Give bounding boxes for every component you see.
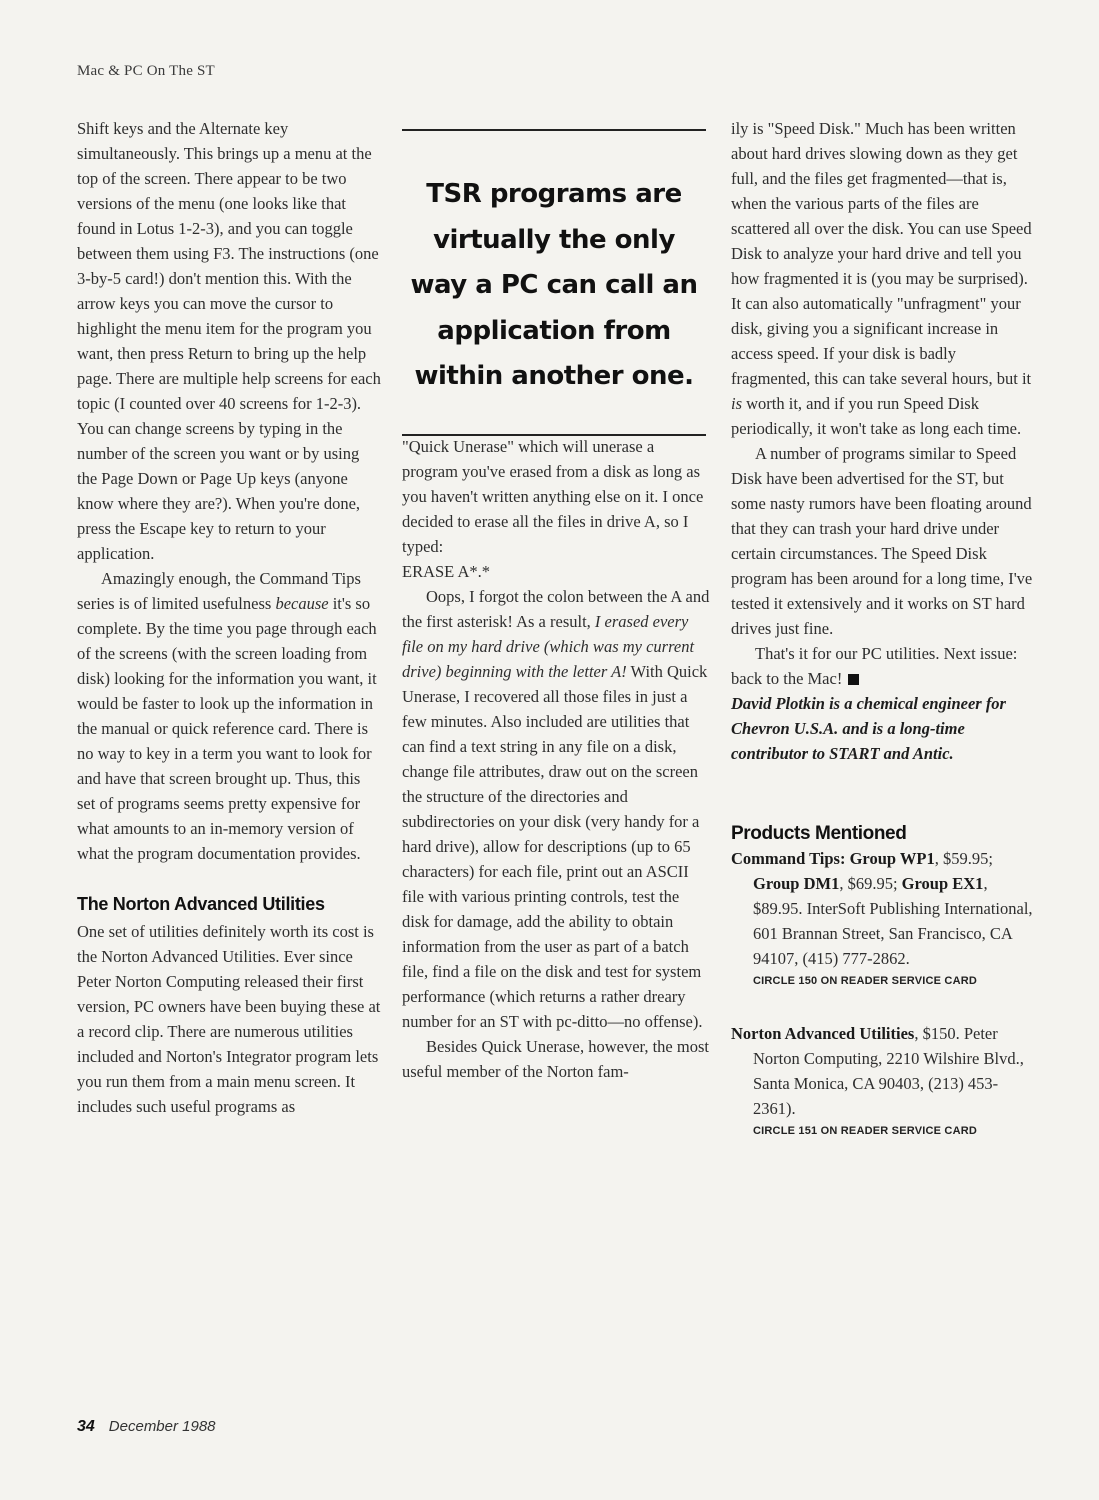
- page-number: 34: [77, 1418, 95, 1435]
- command-example: ERASE A*.*: [402, 562, 491, 581]
- product-listing: Command Tips: Group WP1, $59.95; Group DM1, $69.95; Group EX1, $89.95. InterSoft Publishing International, 601 Brannan Street, San Francisco, CA 94107, (415) 777-2862.: [731, 849, 1033, 968]
- author-bio: David Plotkin is a chemical engineer for Chevron U.S.A. and is a long-time contributor to START and Antic.: [731, 694, 1006, 763]
- body-paragraph: Besides Quick Unerase, however, the most useful member of the Norton fam-: [402, 1037, 709, 1081]
- column-3: [731, 116, 1037, 1141]
- pull-quote-bottom-rule: [402, 434, 706, 436]
- body-paragraph: "Quick Unerase" which will unerase a program you've erased from a disk as long as you haven't written anything else on it. I once decided to erase all the files in drive A, so I typed:: [402, 437, 704, 556]
- column-1: [77, 116, 381, 1119]
- issue-date: December 1988: [108, 1418, 216, 1435]
- reader-service-note: CIRCLE 150 ON READER SERVICE CARD: [753, 975, 977, 987]
- running-head: Mac & PC On The ST: [77, 63, 215, 79]
- page-footer: [77, 1418, 216, 1436]
- pull-quote-top-rule: [402, 129, 706, 131]
- pull-quote: [402, 116, 710, 434]
- emphasis: because: [275, 594, 329, 613]
- body-paragraph: A number of programs similar to Speed Disk have been advertised for the ST, but some nasty rumors have been floating around that they can trash your hard drive under certain circumstances. The Speed Disk program has been around for a long time, I've tested it extensively and it works on ST hard drives just fine.: [731, 444, 1033, 638]
- pull-quote-text: TSR programs are virtually the only way a PC can call an application from within another one.: [410, 179, 698, 391]
- section-heading: The Norton Advanced Utilities: [77, 894, 325, 914]
- emphasis: I erased every file on my hard drive (which was my current drive) beginning with the letter A!: [402, 612, 695, 681]
- products-heading: Products Mentioned: [731, 823, 907, 844]
- body-paragraph: One set of utilities definitely worth its cost is the Norton Advanced Utilities. Ever since Peter Norton Computing released their first version, PC owners have been buying these at a record clip. There are numerous utilities included and Norton's Integrator program lets you run them from a main menu screen. It includes such useful programs as: [77, 922, 381, 1116]
- body-paragraph: Oops, I forgot the colon between the A and the first asterisk! As a result, I erased every file on my hard drive (which was my current drive) beginning with the letter A! With Quick Unerase, I recovered all those files in just a few minutes. Also included are utilities that can find a text string in any file on a disk, change file attributes, draw out on the screen the structure of the directories and subdirectories on your disk (very handy for a hard drive), allow for descriptions (up to 65 characters) for each file, print out an ASCII file with various printing controls, test the disk for damage, add the ability to obtain information from the user as part of a batch file, find a file on the disk and test for system performance (which returns a rather dreary number for an ST with pc-ditto—no offense).: [402, 587, 710, 1031]
- body-paragraph: ily is "Speed Disk." Much has been written about hard drives slowing down as they get full, and the files get fragmented—that is, when the various parts of the files are scattered all over the disk. You can use Speed Disk to analyze your hard drive and tell you how fragmented it is (you may be surprised). It can also automatically "unfragment" your disk, giving you a significant increase in access speed. If your disk is badly fragmented, this can take several hours, but it is worth it, and if you run Speed Disk periodically, it won't take as long each time.: [731, 119, 1032, 438]
- body-paragraph: Amazingly enough, the Command Tips series is of limited usefulness because it's so complete. By the time you page through each of the screens (with the screen loading from disk) looking for the information you want, it would be faster to look up the information in the manual or quick reference card. There is no way to key in a term you want to look for and have that screen brought up. Thus, this set of programs seems pretty expensive for what amounts to an in-memory version of what the program documentation provides.: [77, 569, 377, 863]
- column-2: [402, 116, 710, 1084]
- emphasis: is: [731, 394, 743, 413]
- product-listing: Norton Advanced Utilities, $150. Peter Norton Computing, 2210 Wilshire Blvd., Santa Monica, CA 90403, (213) 453-2361).: [731, 1024, 1024, 1118]
- end-of-article-mark: [848, 674, 859, 685]
- body-paragraph: That's it for our PC utilities. Next issue: back to the Mac!: [731, 644, 1018, 688]
- body-paragraph: Shift keys and the Alternate key simultaneously. This brings up a menu at the top of the screen. There appear to be two versions of the menu (one looks like that found in Lotus 1-2-3), and you can toggle between them using F3. The instructions (one 3-by-5 card!) don't mention this. With the arrow keys you can move the cursor to highlight the menu item for the program you want, then press Return to bring up the help page. There are multiple help screens for each topic (I counted over 40 screens for 1-2-3). You can change screens by typing in the number of the screen you want or by using the Page Down or Page Up keys (anyone know where they are?). When you're done, press the Escape key to return to your application.: [77, 119, 381, 563]
- reader-service-note: CIRCLE 151 ON READER SERVICE CARD: [753, 1125, 977, 1137]
